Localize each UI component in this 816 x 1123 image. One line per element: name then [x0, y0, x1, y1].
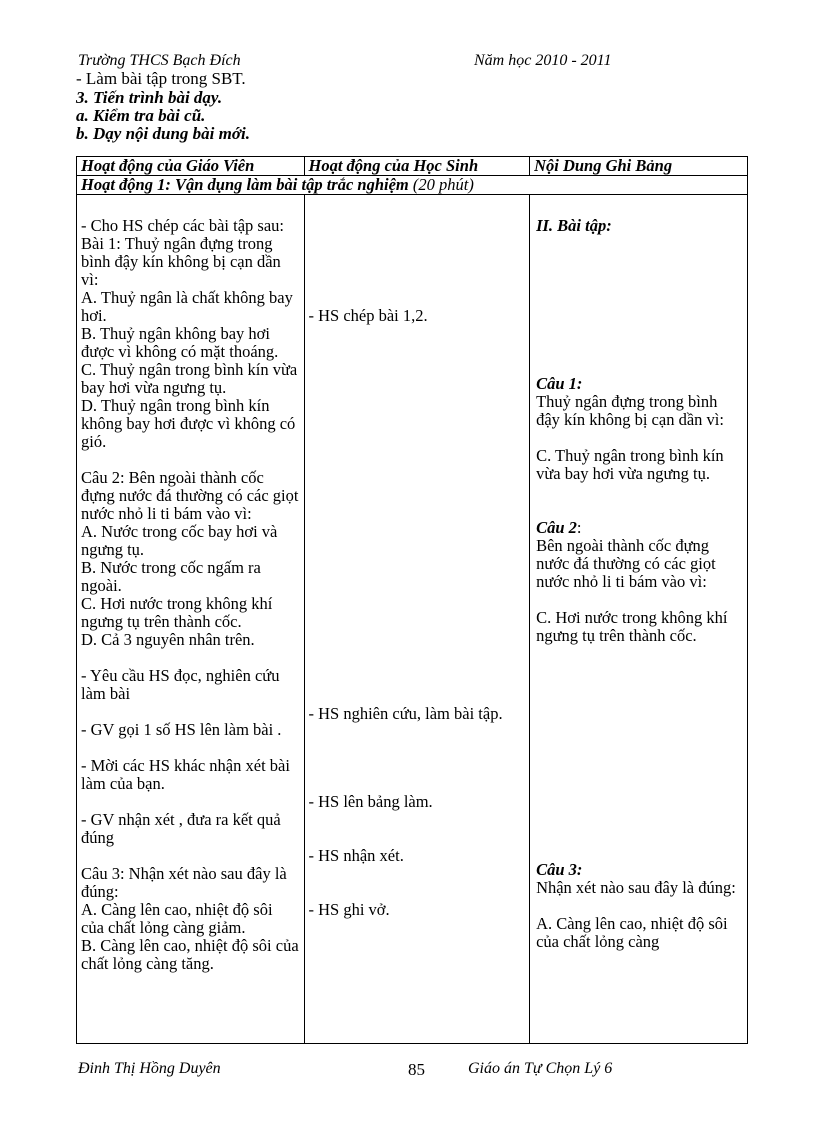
lesson-table: [76, 156, 748, 1044]
activity-title: Hoạt động 1: Vận dụng làm bài tập trắc nghiệm: [81, 175, 413, 194]
board-q1-answer: C. Thuỷ ngân trong bình kín vừa bay hơi vừa ngưng tụ.: [536, 446, 724, 483]
table-header-row: [77, 157, 748, 176]
teacher-line: - GV gọi 1 số HS lên làm bài .: [81, 720, 282, 739]
teacher-line: Bài 1: Thuỷ ngân đựng trong bình đậy kín không bị cạn dần vì:: [81, 234, 281, 289]
student-line: - HS nhận xét.: [308, 846, 404, 865]
board-q3-text: Nhận xét nào sau đây là đúng:: [536, 878, 736, 897]
activity-duration: (20 phút): [412, 175, 474, 194]
footer-author: Đinh Thị Hồng Duyên: [78, 1060, 221, 1077]
student-cell: [304, 195, 530, 1044]
teacher-line: Câu 3: Nhận xét nào sau đây là đúng:: [81, 864, 287, 901]
teacher-line: B. Thuỷ ngân không bay hơi được vì không có mặt thoáng.: [81, 324, 279, 361]
teacher-line: A. Thuỷ ngân là chất không bay hơi.: [81, 288, 293, 325]
activity-title-cell: [77, 176, 748, 195]
board-q2-heading: [536, 519, 740, 537]
intro-line-2: 3. Tiến trình bài dạy.: [76, 88, 223, 107]
teacher-line: B. Càng lên cao, nhiệt độ sôi của chất lỏng càng tăng.: [81, 936, 299, 973]
teacher-line: C. Hơi nước trong không khí ngưng tụ trên thành cốc.: [81, 594, 273, 631]
student-line: - HS chép bài 1,2.: [308, 306, 428, 325]
board-q2-text: Bên ngoài thành cốc đựng nước đá thường có các giọt nước nhỏ li ti bám vào vì:: [536, 536, 716, 591]
student-line: - HS ghi vở.: [308, 900, 390, 919]
footer-title: Giáo án Tự Chọn Lý 6: [468, 1060, 613, 1077]
board-q3-answer: A. Càng lên cao, nhiệt độ sôi của chất lỏng càng: [536, 914, 728, 951]
teacher-line: D. Cả 3 nguyên nhân trên.: [81, 630, 255, 649]
teacher-line: - Mời các HS khác nhận xét bài làm của bạn.: [81, 756, 290, 793]
board-cell: [530, 195, 748, 1044]
intro-line-1: - Làm bài tập trong SBT.: [76, 69, 246, 88]
header-teacher: Hoạt động của Giáo Viên: [77, 157, 305, 176]
footer-page-number: 85: [408, 1060, 425, 1079]
teacher-line: A. Càng lên cao, nhiệt độ sôi của chất lỏng càng giảm.: [81, 900, 273, 937]
teacher-line: D. Thuỷ ngân trong bình kín không bay hơi được vì không có gió.: [81, 396, 296, 451]
board-q2-colon: :: [576, 518, 582, 537]
header-student: Hoạt động của Học Sinh: [304, 157, 530, 176]
board-q1-text: Thuỷ ngân đựng trong bình đậy kín không bị cạn dần vì:: [536, 392, 724, 429]
teacher-line: Câu 2: Bên ngoài thành cốc đựng nước đá thường có các giọt nước nhỏ li ti bám vào vì:: [81, 468, 299, 523]
activity-row: [77, 176, 748, 195]
header-board: Nội Dung Ghi Bảng: [530, 157, 748, 176]
intro-line-3: a. Kiểm tra bài cũ.: [76, 106, 206, 125]
board-q2-title: Câu 2: [536, 518, 577, 537]
teacher-line: A. Nước trong cốc bay hơi và ngưng tụ.: [81, 522, 278, 559]
teacher-cell: [77, 195, 305, 1044]
teacher-line: B. Nước trong cốc ngấm ra ngoài.: [81, 558, 261, 595]
student-line: - HS lên bảng làm.: [308, 792, 433, 811]
board-section-title: II. Bài tập:: [536, 216, 612, 235]
student-line: - HS nghiên cứu, làm bài tập.: [308, 704, 503, 723]
teacher-line: - GV nhận xét , đưa ra kết quả đúng: [81, 810, 281, 847]
header-school: Trường THCS Bạch Đích: [78, 52, 241, 69]
intro-line-4: b. Dạy nội dung bài mới.: [76, 124, 250, 143]
board-q3-title: Câu 3:: [536, 860, 583, 879]
header-year: Năm học 2010 - 2011: [474, 52, 612, 69]
teacher-line: - Yêu cầu HS đọc, nghiên cứu làm bài: [81, 666, 280, 703]
content-row: [77, 195, 748, 1044]
board-q2-answer: C. Hơi nước trong không khí ngưng tụ trên thành cốc.: [536, 608, 728, 645]
teacher-line: - Cho HS chép các bài tập sau:: [81, 216, 284, 235]
board-q1-title: Câu 1:: [536, 374, 583, 393]
teacher-line: C. Thuỷ ngân trong bình kín vừa bay hơi vừa ngưng tụ.: [81, 360, 298, 397]
